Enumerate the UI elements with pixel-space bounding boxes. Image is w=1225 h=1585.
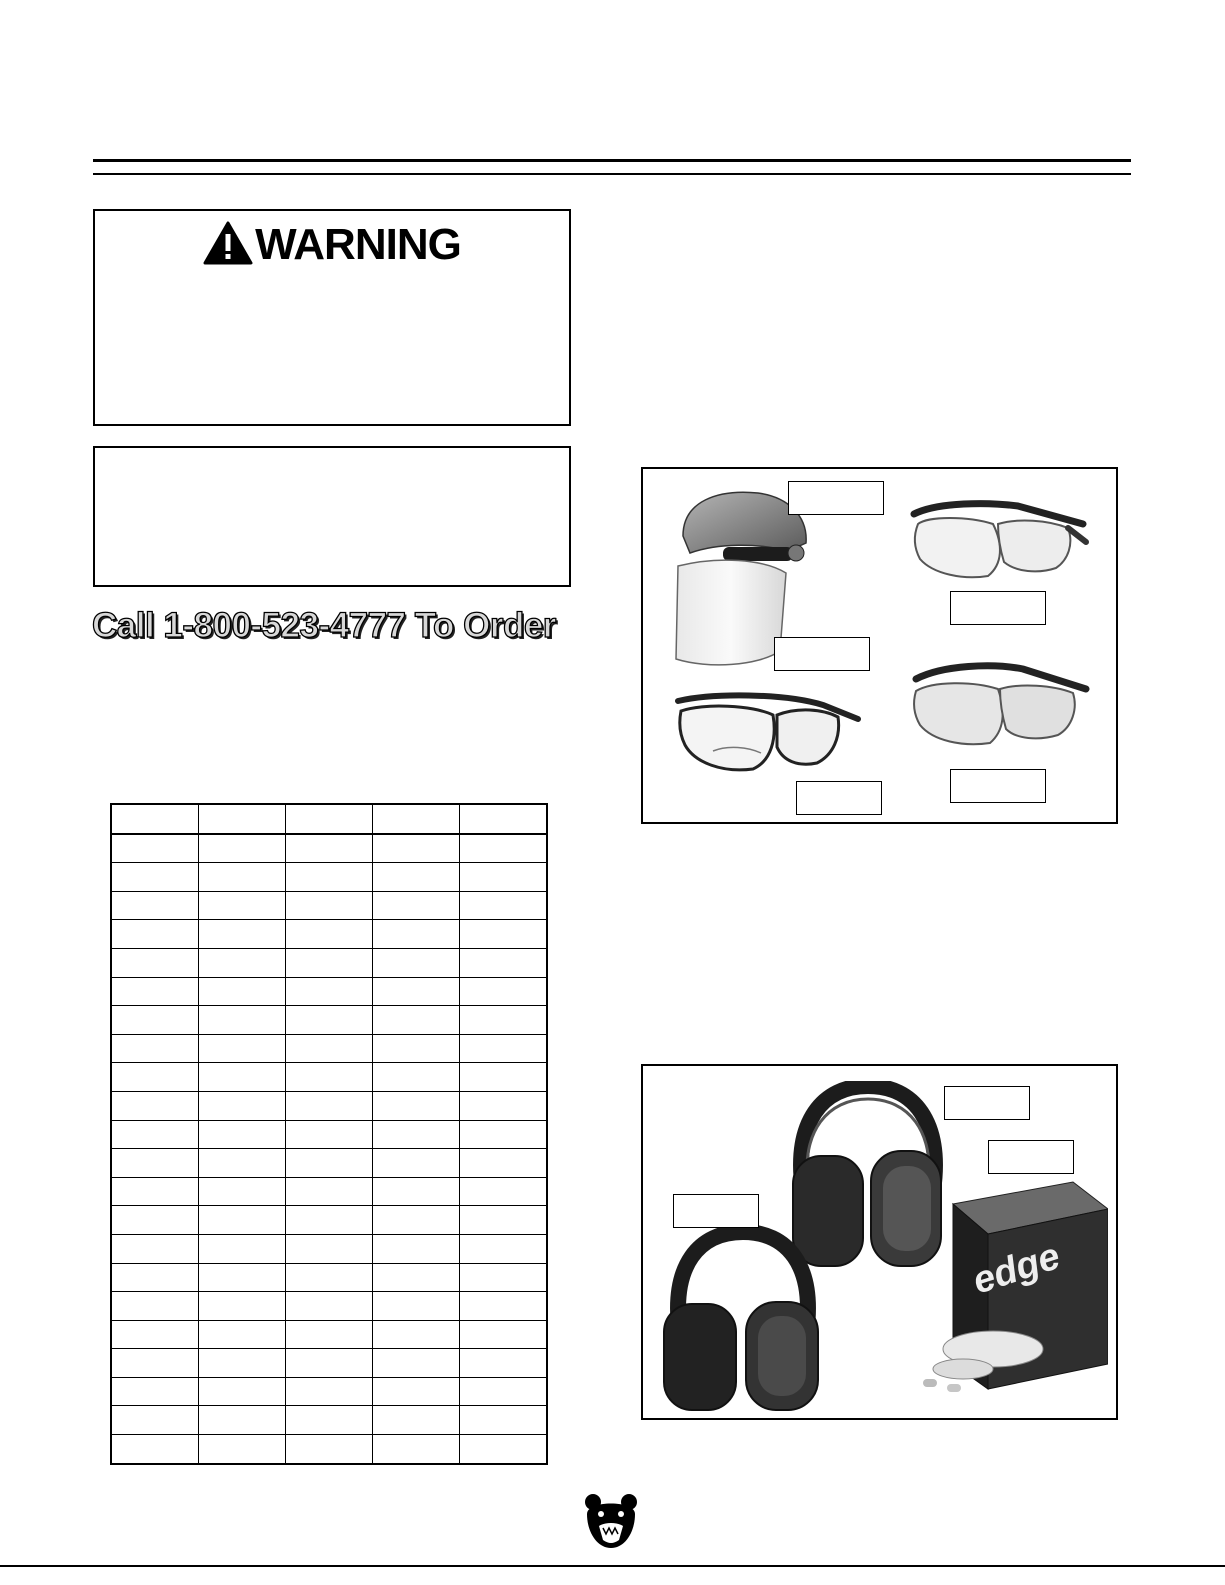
table-cell xyxy=(286,1377,373,1406)
warning-title: WARNING xyxy=(255,220,461,269)
bifocal-glasses-label-box xyxy=(796,781,882,815)
table-cell xyxy=(111,1349,199,1378)
table-cell xyxy=(373,1006,460,1035)
table-cell xyxy=(460,863,548,892)
table-cell xyxy=(373,1034,460,1063)
table-cell xyxy=(460,1034,548,1063)
table-row xyxy=(111,920,547,949)
table-cell xyxy=(199,1206,286,1235)
face-shield-label-box xyxy=(788,481,884,515)
table-row xyxy=(111,1177,547,1206)
table-cell xyxy=(286,1406,373,1435)
table-cell xyxy=(460,1177,548,1206)
table-cell xyxy=(286,1349,373,1378)
table-row xyxy=(111,1292,547,1321)
table-cell xyxy=(199,863,286,892)
table-cell xyxy=(199,1377,286,1406)
table-cell xyxy=(111,863,199,892)
table-row xyxy=(111,1406,547,1435)
table-cell xyxy=(373,1206,460,1235)
table-cell xyxy=(460,1435,548,1464)
table-cell xyxy=(373,1349,460,1378)
table-cell xyxy=(286,1320,373,1349)
ear-plug-box-brand: edge xyxy=(967,1235,1066,1303)
table-cell xyxy=(286,1149,373,1178)
table-cell xyxy=(111,1406,199,1435)
table-cell xyxy=(111,1006,199,1035)
table-cell xyxy=(373,1120,460,1149)
table-cell xyxy=(460,920,548,949)
table-cell xyxy=(199,1091,286,1120)
table-cell xyxy=(373,891,460,920)
table-row xyxy=(111,1320,547,1349)
table-cell xyxy=(286,1063,373,1092)
table-cell xyxy=(199,1149,286,1178)
table-cell xyxy=(286,863,373,892)
table-cell xyxy=(373,863,460,892)
table-cell xyxy=(286,1034,373,1063)
table-cell xyxy=(199,1406,286,1435)
table-cell xyxy=(373,1177,460,1206)
table-row xyxy=(111,891,547,920)
table-cell xyxy=(199,804,286,834)
table-cell xyxy=(460,1292,548,1321)
small-earmuffs-label-box xyxy=(673,1194,759,1228)
table-cell xyxy=(199,834,286,863)
accessory-table xyxy=(110,803,548,1465)
table-cell xyxy=(286,977,373,1006)
table-cell xyxy=(199,1063,286,1092)
table-cell xyxy=(199,1006,286,1035)
table-cell xyxy=(460,891,548,920)
table-cell xyxy=(460,1120,548,1149)
hearing-protection-figure xyxy=(641,1064,1118,1420)
table-row xyxy=(111,1206,547,1235)
table-cell xyxy=(460,1377,548,1406)
table-cell xyxy=(199,977,286,1006)
table-cell xyxy=(373,977,460,1006)
table-cell xyxy=(373,920,460,949)
table-cell xyxy=(286,834,373,863)
table-cell xyxy=(460,1349,548,1378)
table-cell xyxy=(199,1320,286,1349)
table-cell xyxy=(460,1063,548,1092)
table-row xyxy=(111,1349,547,1378)
table-cell xyxy=(460,1263,548,1292)
table-cell xyxy=(199,920,286,949)
table-cell xyxy=(111,834,199,863)
header-rule-top xyxy=(93,159,1131,162)
table-row xyxy=(111,1034,547,1063)
table-cell xyxy=(373,1263,460,1292)
table-cell xyxy=(373,1320,460,1349)
notice-box xyxy=(93,446,571,587)
table-cell xyxy=(373,1435,460,1464)
table-cell xyxy=(286,1292,373,1321)
table-cell xyxy=(111,1063,199,1092)
earmuffs-small-photo xyxy=(658,1224,828,1414)
table-cell xyxy=(460,948,548,977)
table-row xyxy=(111,977,547,1006)
table-cell xyxy=(111,1149,199,1178)
table-cell xyxy=(373,1406,460,1435)
table-cell xyxy=(373,1149,460,1178)
table-cell xyxy=(373,1234,460,1263)
table-cell xyxy=(111,1177,199,1206)
table-row xyxy=(111,1120,547,1149)
table-cell xyxy=(199,1263,286,1292)
table-cell xyxy=(286,1206,373,1235)
safety-glasses-photo xyxy=(908,494,1093,584)
table-cell xyxy=(111,804,199,834)
table-cell xyxy=(199,891,286,920)
table-row xyxy=(111,1263,547,1292)
table-cell xyxy=(373,948,460,977)
table-cell xyxy=(199,1349,286,1378)
table-cell xyxy=(111,1263,199,1292)
ear-plugs-box-photo xyxy=(903,1174,1108,1404)
table-row xyxy=(111,1006,547,1035)
table-cell xyxy=(286,948,373,977)
table-cell xyxy=(460,1091,548,1120)
table-row xyxy=(111,1091,547,1120)
table-cell xyxy=(373,1063,460,1092)
table-cell xyxy=(286,1263,373,1292)
table-cell xyxy=(460,1006,548,1035)
table-cell xyxy=(373,1091,460,1120)
table-cell xyxy=(111,1435,199,1464)
table-row xyxy=(111,1435,547,1464)
table-cell xyxy=(199,1435,286,1464)
table-row xyxy=(111,804,547,834)
table-cell xyxy=(373,804,460,834)
table-cell xyxy=(373,834,460,863)
bifocal-safety-glasses-photo xyxy=(673,689,863,784)
ear-plugs-label-box xyxy=(988,1140,1074,1174)
safety-glasses-label-box xyxy=(950,591,1046,625)
table-cell xyxy=(373,1292,460,1321)
table-cell xyxy=(286,920,373,949)
footer-rule xyxy=(0,1565,1225,1567)
table-cell xyxy=(199,1120,286,1149)
table-cell xyxy=(111,1292,199,1321)
table-cell xyxy=(286,804,373,834)
table-cell xyxy=(199,948,286,977)
table-cell xyxy=(460,804,548,834)
table-cell xyxy=(286,1006,373,1035)
table-cell xyxy=(199,1177,286,1206)
table-cell xyxy=(286,1091,373,1120)
table-cell xyxy=(460,1206,548,1235)
table-cell xyxy=(286,1234,373,1263)
table-cell xyxy=(111,977,199,1006)
table-cell xyxy=(111,948,199,977)
table-row xyxy=(111,1063,547,1092)
order-phone-line: Call 1-800-523-4777 To Order xyxy=(92,606,556,645)
table-cell xyxy=(460,834,548,863)
eye-protection-figure xyxy=(641,467,1118,824)
table-cell xyxy=(111,1234,199,1263)
table-cell xyxy=(199,1292,286,1321)
table-cell xyxy=(286,1177,373,1206)
visor-label-box xyxy=(774,637,870,671)
bear-logo-icon xyxy=(583,1492,639,1550)
table-cell xyxy=(460,1406,548,1435)
table-cell xyxy=(111,920,199,949)
warning-header xyxy=(95,219,569,271)
table-cell xyxy=(460,1320,548,1349)
table-row xyxy=(111,1234,547,1263)
table-cell xyxy=(111,1091,199,1120)
safety-glasses-tinted-photo xyxy=(908,657,1093,752)
table-cell xyxy=(111,1034,199,1063)
table-cell xyxy=(111,1320,199,1349)
table-row xyxy=(111,1149,547,1178)
earmuffs-label-box xyxy=(944,1086,1030,1120)
table-cell xyxy=(373,1377,460,1406)
table-cell xyxy=(199,1234,286,1263)
table-cell xyxy=(111,1206,199,1235)
table-row xyxy=(111,863,547,892)
table-cell xyxy=(199,1034,286,1063)
table-row xyxy=(111,834,547,863)
table-row xyxy=(111,948,547,977)
table-cell xyxy=(286,1120,373,1149)
tinted-glasses-label-box xyxy=(950,769,1046,803)
table-cell xyxy=(111,1377,199,1406)
table-cell xyxy=(286,1435,373,1464)
header-rule-bottom xyxy=(93,173,1131,175)
table-cell xyxy=(111,891,199,920)
table-cell xyxy=(460,1149,548,1178)
table-cell xyxy=(111,1120,199,1149)
warning-triangle-icon xyxy=(203,221,253,265)
warning-box xyxy=(93,209,571,426)
table-cell xyxy=(286,891,373,920)
table-row xyxy=(111,1377,547,1406)
table-cell xyxy=(460,1234,548,1263)
table-cell xyxy=(460,977,548,1006)
